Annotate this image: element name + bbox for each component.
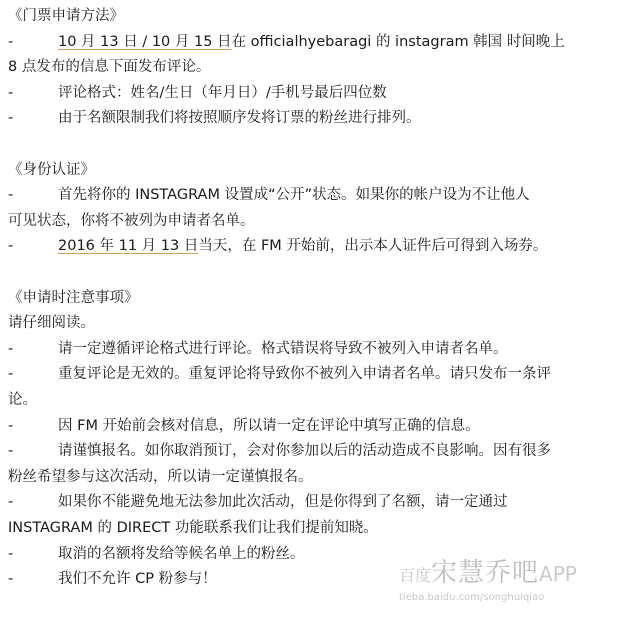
list-item: [8, 441, 551, 461]
list-item: [8, 416, 480, 436]
item-text: 我们不允许 CP 粉参与！: [58, 571, 217, 588]
item-text: 因 FM 开始前会核对信息，所以请一定在评论中填写正确的信息。: [58, 417, 480, 434]
bullet-dash: -: [8, 417, 14, 434]
item-text: 评论格式：姓名/生日（年月日）/手机号最后四位数: [58, 84, 387, 101]
list-item-continuation: 粉丝希望参与这次活动，所以请一定谨慎报名。: [8, 468, 313, 485]
item-text: 当天，在 FM 开始前，出示本人证件后可得到入场券。: [198, 238, 548, 255]
list-item: [8, 492, 508, 512]
bullet-dash: -: [8, 366, 14, 383]
item-text: 如果你不能避免地无法参加此次活动，但是你得到了名额，请一定通过: [58, 494, 508, 511]
list-item: [8, 185, 530, 205]
watermark-prefix: 百度: [399, 566, 432, 585]
bullet-dash: -: [8, 571, 14, 588]
list-item: [8, 544, 305, 564]
date-text: 2016 年 11 月 13 日: [58, 238, 199, 255]
item-text: 请一定遵循评论格式进行评论。格式错误将导致不被列入申请者名单。: [58, 340, 508, 357]
list-item: [8, 569, 217, 589]
bullet-dash: -: [8, 238, 14, 255]
list-item: [8, 83, 387, 103]
baidu-tieba-watermark: [399, 552, 609, 622]
list-item: [8, 339, 508, 359]
date-text: 10 月 13 日 / 10 月 15 日: [58, 33, 232, 50]
bullet-dash: -: [8, 187, 14, 204]
watermark-app: APP: [539, 562, 577, 586]
list-item: [8, 108, 421, 128]
section-title: 《身份认证》: [8, 161, 95, 178]
item-text: 重复评论是无效的。重复评论将导致你不被列入申请者名单。请只发布一条评: [58, 366, 551, 383]
section-intro: 请仔细阅读。: [8, 315, 95, 332]
item-text: 首先将你的 INSTAGRAM 设置成“公开”状态。如果你的帐户设为不让他人: [58, 187, 530, 204]
bullet-dash: -: [8, 443, 14, 460]
list-item: [8, 364, 551, 384]
section-title: 《门票申请方法》: [8, 8, 124, 24]
watermark-logo: [399, 552, 577, 589]
watermark-brand: 宋慧乔吧: [431, 558, 540, 588]
item-text: 在 officialhyebaragi 的 instagram 韩国 时间晚上: [231, 33, 565, 50]
list-item: [8, 32, 565, 52]
watermark-url: tieba.baidu.com/songhuiqiao: [399, 592, 545, 603]
bullet-dash: -: [8, 110, 14, 127]
list-item: [8, 236, 547, 256]
bullet-dash: -: [8, 33, 14, 50]
item-text: 取消的名额将发给等候名单上的粉丝。: [58, 545, 305, 562]
item-text: 由于名额限制我们将按照顺序发将订票的粉丝进行排列。: [58, 110, 421, 127]
bullet-dash: -: [8, 84, 14, 101]
list-item-continuation: 论。: [8, 392, 37, 408]
list-item-continuation: 8 点发布的信息下面发布评论。: [8, 59, 211, 76]
section-title: 《申请时注意事项》: [8, 289, 139, 306]
item-text: 请谨慎报名。如你取消预订，会对你参加以后的活动造成不良影响。因有很多: [58, 443, 551, 460]
list-item-continuation: INSTAGRAM 的 DIRECT 功能联系我们让我们提前知晓。: [8, 520, 378, 536]
bullet-dash: -: [8, 494, 14, 511]
bullet-dash: -: [8, 340, 14, 357]
list-item-continuation: 可见状态，你将不被列为申请者名单。: [8, 212, 255, 229]
bullet-dash: -: [8, 545, 14, 562]
